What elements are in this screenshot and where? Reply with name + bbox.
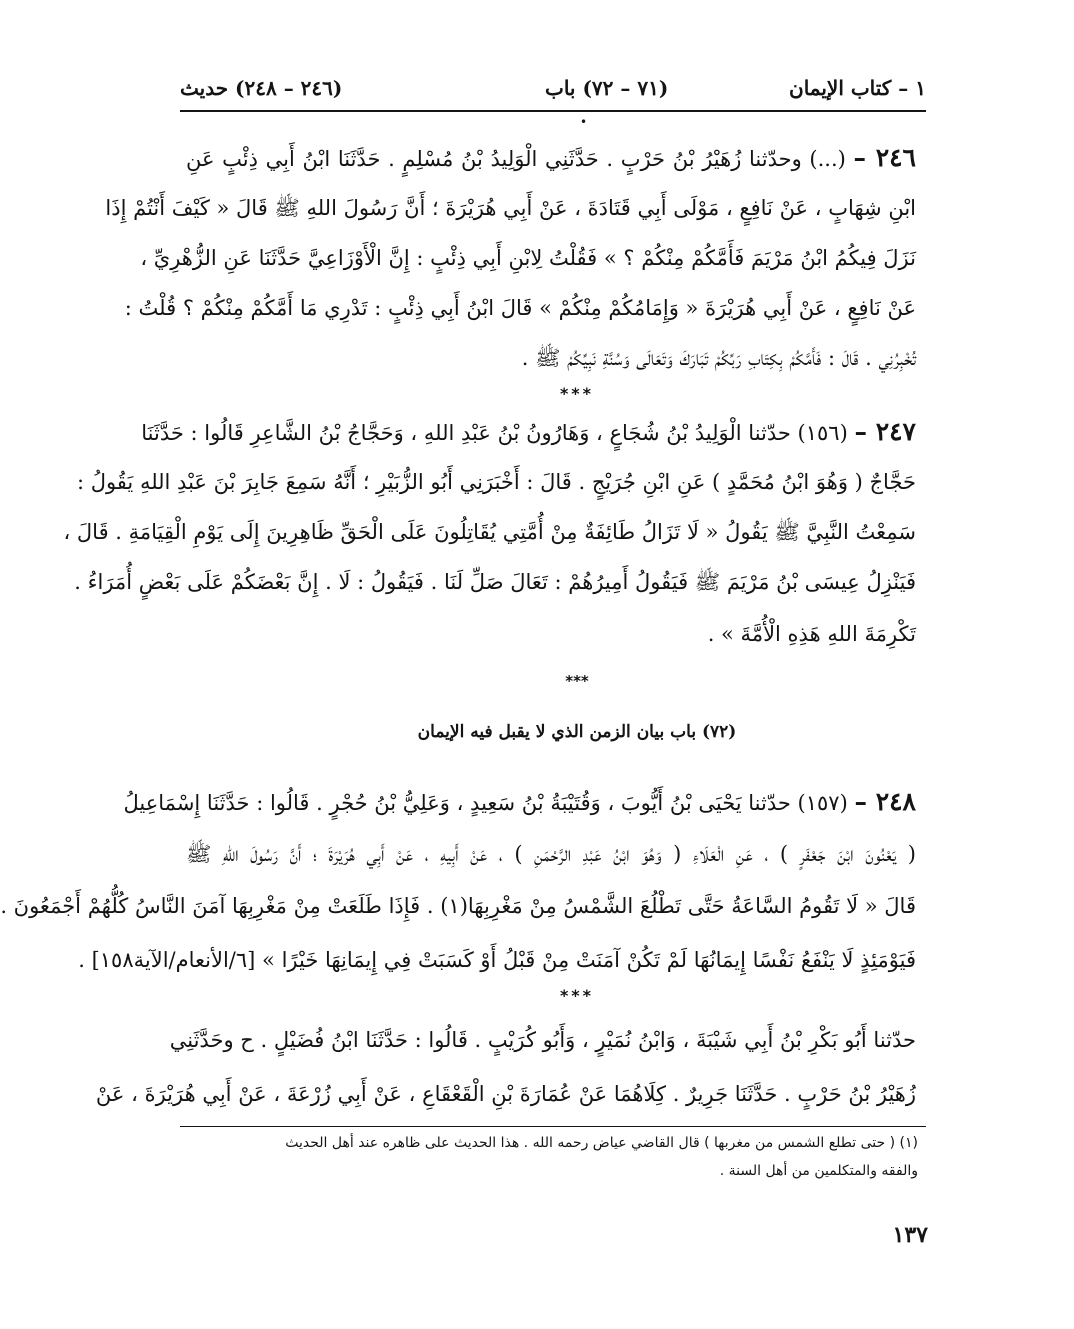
- hadith-247-line-2: حَجَّاجٌ ( وَهُوَ ابْنُ مُحَمَّدٍ ) عَنِ ابْنِ جُرَيْجٍ . قَالَ : أَخْبَرَنِي أَبُو الزُّبَيْرِ ؛ أَنَّهُ سَمِعَ جَابِرَ بْنَ عَبْدِ اللهِ يَقُولُ :: [76, 470, 916, 494]
- header-chapter-range: (٧١ – ٧٢) باب: [545, 76, 669, 100]
- hadith-248b-line-1: حدّثنا أَبُو بَكْرِ بْنُ أَبِي شَيْبَةَ ، وَابْنُ نُمَيْرٍ ، وَأَبُو كُرَيْبٍ . قَالُوا : حَدَّثَنَا ابْنُ فُضَيْلٍ . ح وحَدَّثَنِي: [169, 1028, 916, 1052]
- hadith-number-248: ٢٤٨ –: [854, 787, 916, 816]
- hadith-246-line-4: عَنْ نَافِعٍ ، عَنْ أَبِي هُرَيْرَةَ « وَإِمَامُكُمْ مِنْكُمْ » قَالَ ابْنُ أَبِي ذِئْبٍ : تَدْرِي مَا أَمَّكُمْ مِنْكُمْ ؟ قُلْتُ :: [124, 296, 916, 320]
- hadith-246-line-5: تُخْبِرُنِي . قَالَ : فَأَمَّكُمْ بِكِتَابِ رَبِّكُمْ تَبَارَكَ وَتَعَالَى وَسُنَّةِ نَبِيِّكُمْ ﷺ .: [521, 346, 916, 370]
- hadith-247-line-4: فَيَنْزِلُ عِيسَى بْنُ مَرْيَمَ ﷺ فَيَقُولُ أَمِيرُهُمْ : تَعَالَ صَلِّ لَنَا . فَيَقُولُ : لَا . إِنَّ بَعْضَكُمْ عَلَى بَعْضٍ أُمَرَاءُ .: [74, 570, 916, 594]
- running-header: [180, 72, 926, 106]
- hadith-247-line-3: سَمِعْتُ النَّبِيَّ ﷺ يَقُولُ « لَا تَزَالُ طَائِفَةٌ مِنْ أُمَّتِي يُقَاتِلُونَ عَلَى الْحَقِّ ظَاهِرِينَ إِلَى يَوْمِ الْقِيَامَةِ . قَالَ ،: [63, 520, 916, 544]
- hadith-text: (...) وحدّثنا زُهَيْرُ بْنُ حَرْبٍ . حَدَّثَنِي الْوَلِيدُ بْنُ مُسْلِمٍ . حَدَّثَنَا ابْنُ أَبِي ذِئْبٍ عَنِ: [186, 147, 846, 171]
- hadith-text: (١٥٦) حدّثنا الْوَلِيدُ بْنُ شُجَاعٍ ، وَهَارُونُ بْنُ عَبْدِ اللهِ ، وَحَجَّاجُ بْنُ الشَّاعِرِ قَالُوا : حَدَّثَنَا: [141, 421, 848, 445]
- footnote-rule: [180, 1126, 926, 1127]
- header-hadith-range: (٢٤٦ – ٢٤٨) حديث: [180, 76, 343, 100]
- hadith-248-line-1: [123, 780, 916, 824]
- section-separator: ***: [559, 384, 595, 403]
- section-separator: ***: [559, 986, 595, 1005]
- section-separator: ***: [565, 672, 589, 690]
- hadith-247-line-5: تَكْرِمَةَ اللهِ هَذِهِ الْأُمَّةَ » .: [707, 622, 916, 646]
- footnote-line-2: والفقه والمتكلمين من أهل السنة .: [719, 1163, 918, 1179]
- chapter-heading: (٧٢) باب بيان الزمن الذي لا يقبل فيه الإيمان: [417, 722, 737, 742]
- hadith-248-line-4: فَيَوْمَئِذٍ لَا يَنْفَعُ نَفْسًا إِيمَانُهَا لَمْ تَكُنْ آمَنَتْ مِنْ قَبْلُ أَوْ كَسَبَتْ فِي إِيمَانِهَا خَيْرًا » [٦/الأنعام/الآية١٥٨] .: [78, 948, 916, 972]
- ornament-dot: •: [580, 115, 588, 129]
- hadith-246-line-3: نَزَلَ فِيكُمُ ابْنُ مَرْيَمَ فَأَمَّكُمْ مِنْكُمْ ؟ » فَقُلْتُ لِابْنِ أَبِي ذِئْبٍ : إِنَّ الْأَوْزَاعِيَّ حَدَّثَنَا عَنِ الزُّهْرِيِّ ،: [140, 246, 916, 270]
- hadith-number-247: ٢٤٧ –: [854, 417, 916, 446]
- footnote-line-1: (١) ( حتى تطلع الشمس من مغربها ) قال القاضي عياض رحمه الله . هذا الحديث على ظاهره عند أهل الحديث: [285, 1135, 918, 1151]
- hadith-248-line-3: قَالَ « لَا تَقُومُ السَّاعَةُ حَتَّى تَطْلُعَ الشَّمْسُ مِنْ مَغْرِبِهَا(١) . فَإِذَا طَلَعَتْ مِنْ مَغْرِبِهَا آمَنَ النَّاسُ كُلُّهُمْ أَجْمَعُونَ .: [0, 894, 916, 918]
- hadith-248-line-2: ( يَعْنُونَ ابْنَ جَعْفَرٍ ) ، عَنِ الْعَلَاءِ ( وَهُوَ ابْنُ عَبْدِ الرَّحْمَنِ ) ، عَنْ أَبِيهِ ، عَنْ أَبِي هُرَيْرَةَ ؛ أَنَّ رَسُولَ اللهِ ﷺ: [186, 842, 916, 866]
- header-rule: [180, 110, 926, 112]
- hadith-246-line-1: [186, 136, 916, 180]
- page-number: ١٣٧: [892, 1222, 928, 1248]
- hadith-246-line-2: ابْنِ شِهَابٍ ، عَنْ نَافِعٍ ، مَوْلَى أَبِي قَتَادَةَ ، عَنْ أَبِي هُرَيْرَةَ ؛ أَنَّ رَسُولَ اللهِ ﷺ قَالَ « كَيْفَ أَنْتُمْ إِذَا: [105, 196, 916, 220]
- hadith-247-line-1: [141, 410, 916, 454]
- hadith-text: (١٥٧) حدّثنا يَحْيَى بْنُ أَيُّوبَ ، وَقُتَيْبَةُ بْنُ سَعِيدٍ ، وَعَلِيُّ بْنُ حُجْرٍ . قَالُوا : حَدَّثَنَا إِسْمَاعِيلُ: [123, 791, 848, 815]
- hadith-248b-line-2: زُهَيْرُ بْنُ حَرْبٍ . حَدَّثَنَا جَرِيرٌ . كِلَاهُمَا عَنْ عُمَارَةَ بْنِ الْقَعْقَاعِ ، عَنْ أَبِي زُرْعَةَ ، عَنْ أَبِي هُرَيْرَةَ ، عَنْ: [95, 1082, 916, 1106]
- header-book-title: ١ – كتاب الإيمان: [789, 76, 926, 100]
- hadith-number-246: ٢٤٦ –: [853, 143, 916, 172]
